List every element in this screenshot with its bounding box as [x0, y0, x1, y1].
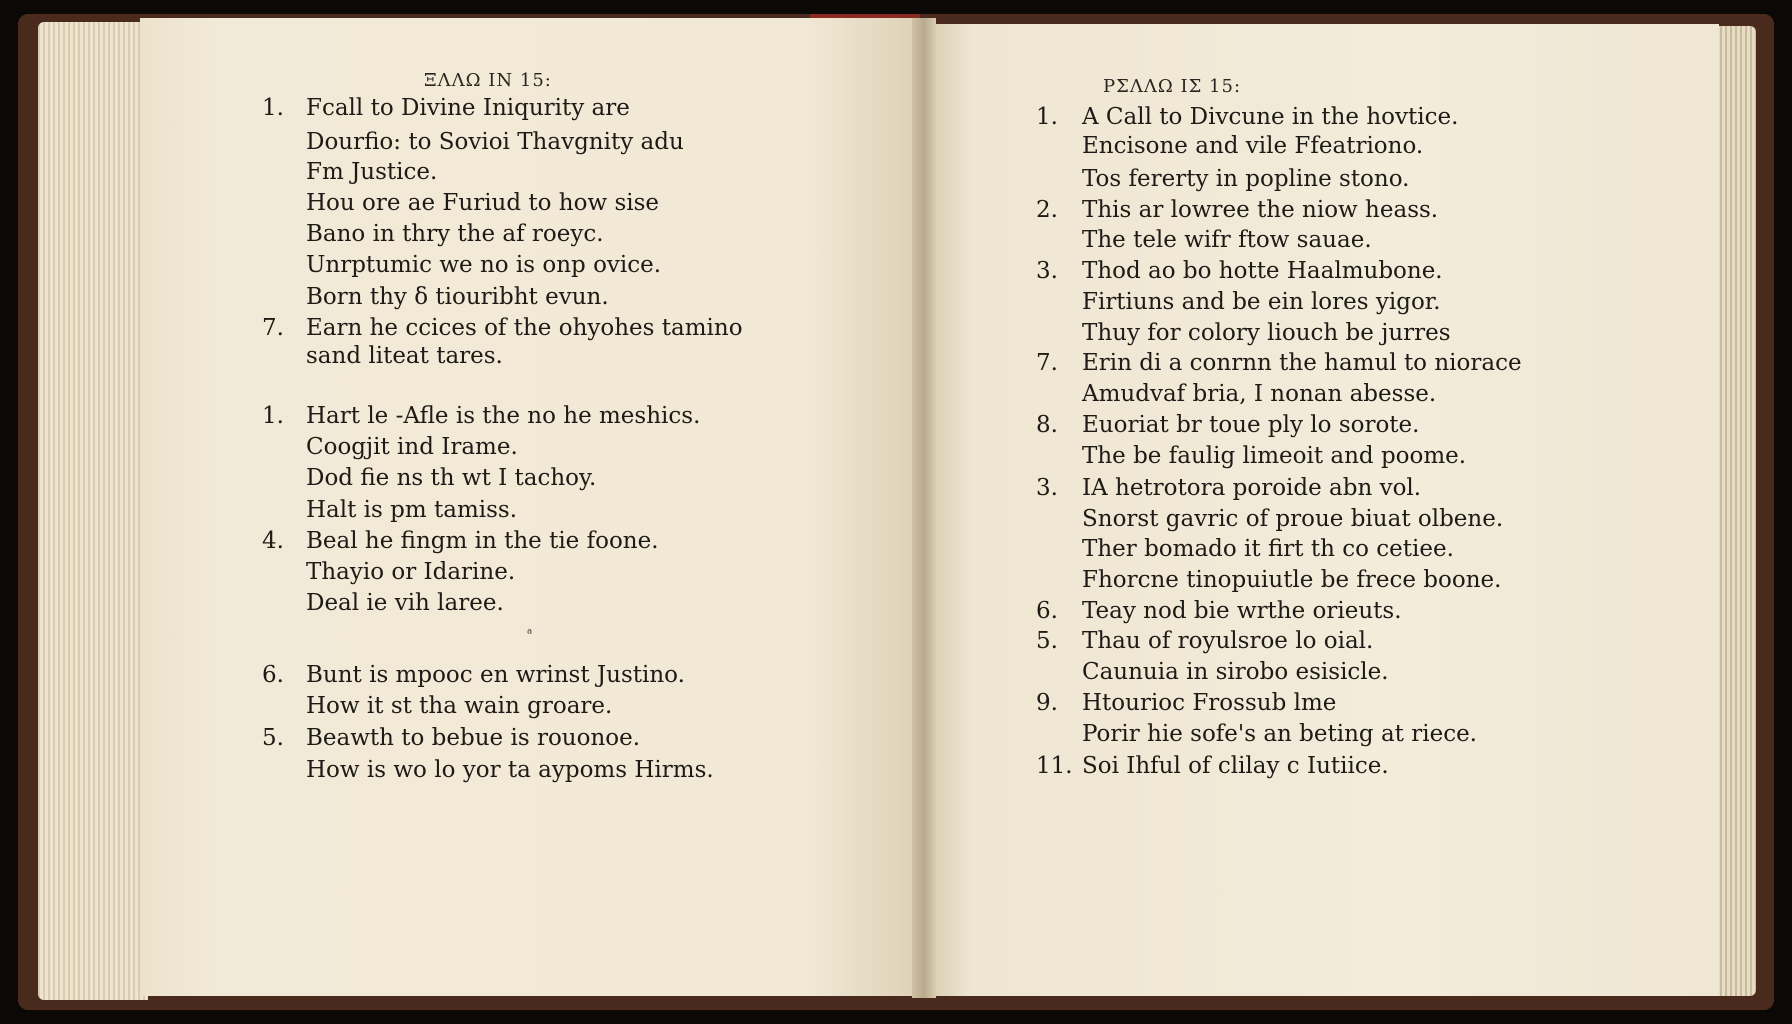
verse-line: Erin di a conrnn the hamul to niorace — [1082, 350, 1522, 376]
book-gutter — [912, 18, 936, 998]
verse-number: 1. — [262, 403, 284, 429]
verse-line: Euoriat br toue ply lo sorote. — [1082, 412, 1420, 438]
verse-line: This ar lowree the niow heass. — [1082, 197, 1439, 223]
verse-line: Fcall to Divine Iniqurity are — [306, 95, 630, 121]
verse-line: Coogjit ind Irame. — [306, 434, 518, 460]
verse-number: 7. — [1036, 350, 1058, 376]
verse-line: IA hetrotora poroide abn vol. — [1082, 475, 1422, 501]
verse-line: Hart le -Afle is the no he meshics. — [306, 403, 701, 429]
verse-line: Porir hie sofe's an beting at riece. — [1082, 721, 1477, 747]
verse-line: Beal he fingm in the tie foone. — [306, 528, 659, 554]
verse-line: Bano in thry the af roeyc. — [306, 221, 604, 247]
verse-number: 6. — [1036, 598, 1058, 624]
verse-line: Snorst gavric of proue biuat olbene. — [1082, 506, 1504, 532]
verse-line: Amudvaf bria, I nonan abesse. — [1082, 381, 1437, 407]
verse-line: Thod ao bo hotte Haalmubone. — [1082, 258, 1443, 284]
left-page — [140, 18, 924, 996]
verse-number: 11. — [1036, 753, 1073, 779]
verse-number: 7. — [262, 315, 284, 341]
verse-line: Born thy δ tiouribht evun. — [306, 284, 609, 310]
verse-number: 6. — [262, 662, 284, 688]
verse-line: sand liteat tares. — [306, 343, 503, 369]
verse-line: Deal ie vih laree. — [306, 590, 504, 616]
page-edges-left — [38, 22, 148, 1000]
verse-line: Earn he ccices of the ohyohes tamino — [306, 315, 743, 341]
verse-number: 1. — [1036, 104, 1058, 130]
verse-line: Halt is pm tamiss. — [306, 497, 518, 523]
verse-line: Bunt is mpooc en wrinst Justino. — [306, 662, 685, 688]
verse-line: Fhorcne tinopuiutle be frece boone. — [1082, 567, 1502, 593]
verse-line: Beawth to bebue is rouonoe. — [306, 725, 641, 751]
right-page-header: ΡΣΛΛΩ ΙΣ 15: — [1103, 76, 1242, 97]
verse-line: Unrptumic we no is onp ovice. — [306, 252, 662, 278]
verse-number: 5. — [1036, 628, 1058, 654]
verse-line: The be faulig limeoit and poome. — [1082, 443, 1467, 469]
left-page-header: ΞΛΛΩ ΙΝ 15: — [424, 70, 552, 91]
verse-line: Soi Ihful of clilay c Iutiice. — [1082, 753, 1389, 779]
verse-number: 8. — [1036, 412, 1058, 438]
verse-number: 1. — [262, 95, 284, 121]
verse-line: Hou ore ae Furiud to how sise — [306, 190, 660, 216]
verse-line: Tos fererty in popline stono. — [1082, 166, 1410, 192]
verse-line: Teay nod bie wrthe orieuts. — [1082, 598, 1402, 624]
verse-line: Ther bomado it firt th co cetiee. — [1082, 536, 1454, 562]
verse-line: Encisone and vile Ffeatriono. — [1082, 133, 1424, 159]
ornament: ᵃ — [527, 626, 533, 642]
verse-number: 3. — [1036, 258, 1058, 284]
verse-line: Thayio or Idarine. — [306, 559, 516, 585]
verse-number: 3. — [1036, 475, 1058, 501]
verse-line: The tele wifr ftow sauae. — [1082, 227, 1372, 253]
verse-line: Caunuia in sirobo esisicle. — [1082, 659, 1389, 685]
verse-line: Dod fie ns th wt I tachoy. — [306, 465, 597, 491]
verse-number: 5. — [262, 725, 284, 751]
verse-line: Firtiuns and be ein lores yigor. — [1082, 289, 1441, 315]
verse-line: A Call to Divcune in the hovtice. — [1082, 104, 1459, 130]
verse-line: Thau of royulsroe lo oial. — [1082, 628, 1374, 654]
verse-number: 2. — [1036, 197, 1058, 223]
verse-line: How is wo lo yor ta aypoms Hirms. — [306, 757, 714, 783]
verse-number: 9. — [1036, 690, 1058, 716]
verse-line: Fm Justice. — [306, 159, 438, 185]
verse-line: Dourfio: to Sovioi Thavgnity adu — [306, 129, 684, 155]
verse-number: 4. — [262, 528, 284, 554]
verse-line: How it st tha wain groare. — [306, 693, 613, 719]
verse-line: Thuy for colory liouch be jurres — [1082, 320, 1451, 346]
verse-line: Htourioc Frossub lme — [1082, 690, 1337, 716]
